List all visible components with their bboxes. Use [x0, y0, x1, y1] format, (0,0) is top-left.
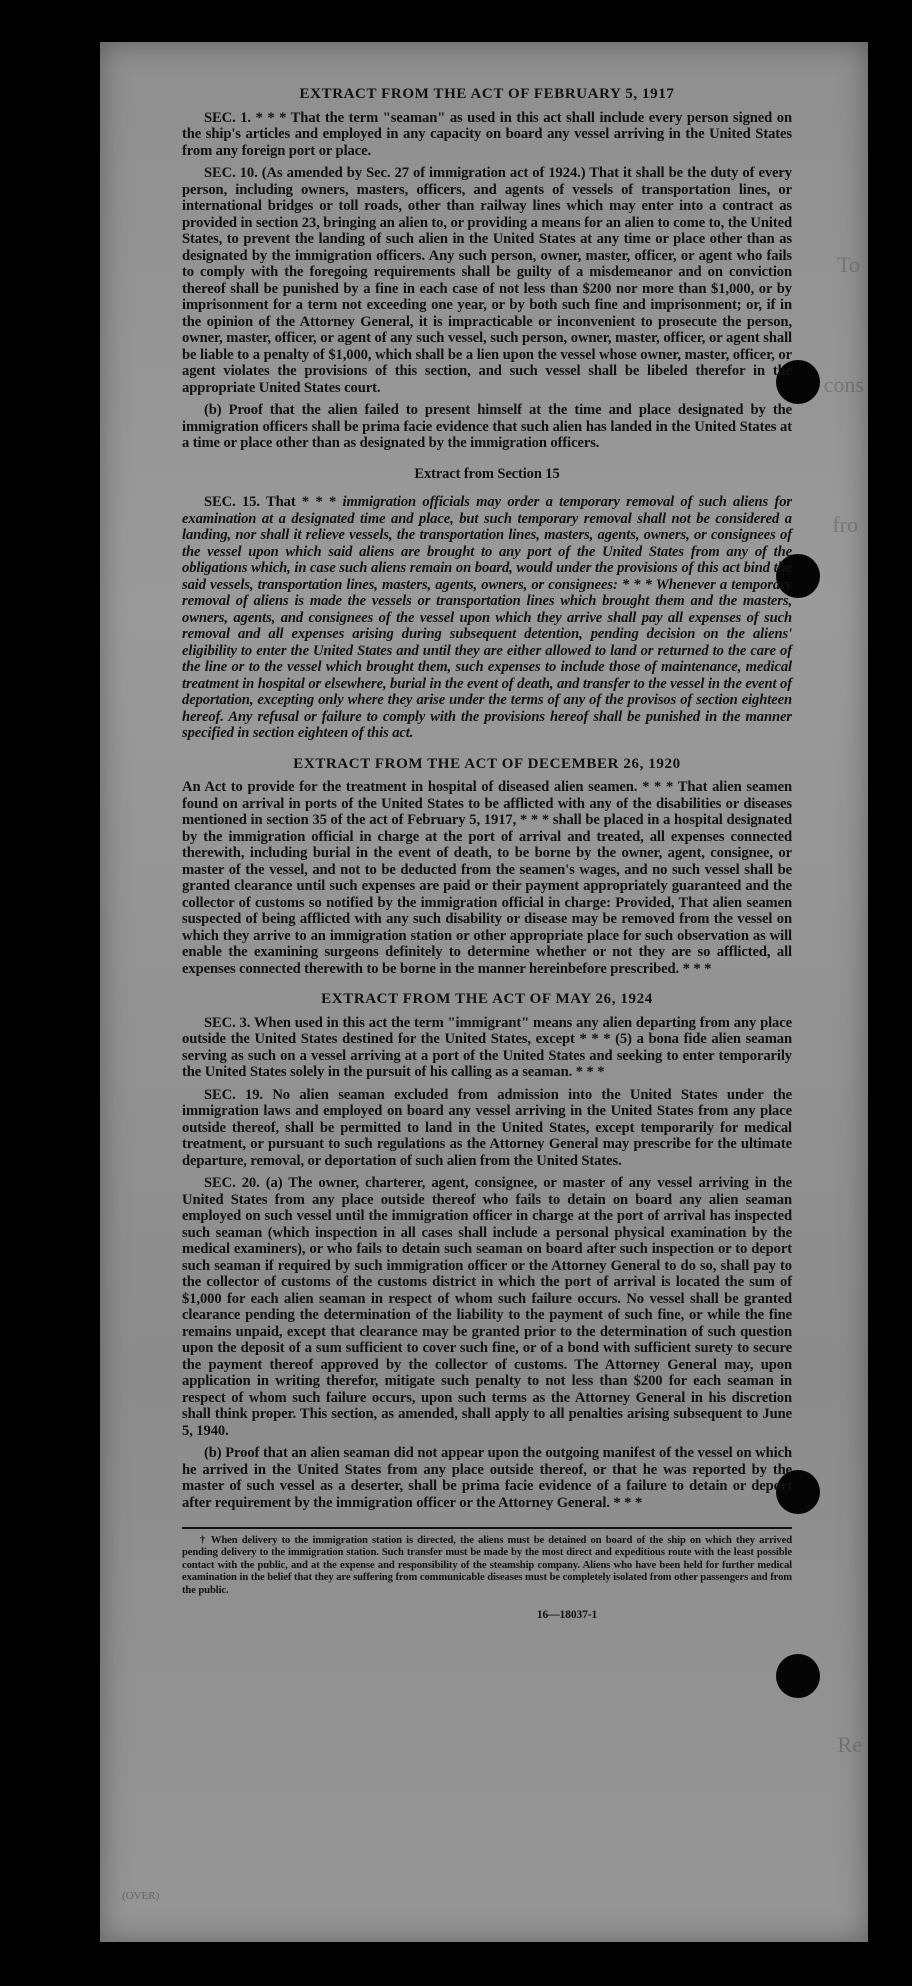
sec-1-text: SEC. 1. * * * That the term "seaman" as used in this act shall include every person signed on the ship's articles and employed in any capacity on board any vessel arriving in the United States from any foreign port or place.: [182, 109, 792, 159]
bleed-through-mark: To: [837, 252, 860, 277]
bleed-through-mark: Re: [837, 1732, 862, 1757]
bleed-through-mark: cons: [823, 372, 864, 397]
sec-15-italic: immigration officials may order a temporary removal of such aliens for examination at a designated time and place, but such temporary removal shall not be considered a landing, nor shall it relieve vessels, the transportation lines, masters, agents, owners, or consignees of the vessel upon which said aliens are brought to any port of the United States from any of the obligations which, in case such aliens remain on board, would under the provisions of this act bind the said vessels, transportation lines, masters, agents, owners, or consignees: * * * Whenever a temporary removal of aliens is made the vessels or transportation lines which brought them and the masters, owners, agents, and consignees of the vessel upon which they arrive shall pay all expenses of such removal and all expenses arising during subsequent detention, pending decision on the aliens' eligibility to enter the United States and until they are either allowed to land or returned to the care of the line or to the vessel which brought them, such expenses to include those of maintenance, medical treatment in hospital or elsewhere, burial in the event of death, and transfer to the vessel in the event of deportation, excepting only where they arise under the terms of any of the provisos of section eighteen hereof. Any refusal or failure to comply with the provisions hereof shall be punished in the manner specified in section eighteen of this act.: [182, 494, 792, 741]
sec-15-text: [182, 494, 792, 742]
document-page: [100, 42, 868, 1942]
form-number: 16—18037-1: [536, 1609, 598, 1622]
bleed-through-mark: fro: [832, 512, 858, 537]
footnote: † When delivery to the immigration station is directed, the aliens must be detained on board of the ship on which they arrived pending delivery to the immigration station. Such transfer must be made by the most direct and expeditious route with the least possible contact with the public, and at the expense and responsibility of the steamship company. Aliens who have been held for further medical examination in the belief that they are suffering from communicable diseases must be completely isolated from other passengers and from the public.: [182, 1535, 792, 1596]
sec-10b-text: (b) Proof that the alien failed to present himself at the time and place designated by the immigration officers shall be prima facie evidence that such alien has landed in the United States at a time or place other than as designated by the immigration officers.: [182, 402, 792, 451]
footnote-divider: [182, 1527, 792, 1529]
sec-3-text: SEC. 3. When used in this act the term "immigrant" means any alien departing from any place outside the United States destined for the United States, except * * * (5) a bona fide alien seaman serving as such on a vessel arriving at a port of the United States and seeking to enter temporarily the United States solely in the pursuit of his calling as a seaman. * * *: [182, 1014, 792, 1080]
sec-10-text: SEC. 10. (As amended by Sec. 27 of immigration act of 1924.) That it shall be the duty of every person, including owners, masters, officers, and agents of vessels of transportation lines, or international bridges or toll roads, other than railway lines which may enter into a contract as provided in section 23, bringing an alien to, or providing a means for an alien to come to, the United States, to prevent the landing of such alien in the United States at any time or place other than as designated by the immigration officers. Any such person, owner, master, officer, or agent who fails to comply with the foregoing requirements shall be guilty of a misdemeanor and on conviction thereof shall be punished by a fine in each case of not less than $200 nor more than $1,000, or by imprisonment for a term not exceeding one year, or by both such fine and imprisonment; or, if in the opinion of the Attorney General, it is impracticable or inconvenient to prosecute the person, owner, master, officer, or agent of any such vessel, such person, owner, master, officer, or agent shall be liable to a penalty of $1,000, which shall be a lien upon the vessel whose owner, master, officer, or agent violates the provisions of this section, and such vessel shall be libeled therefor in the appropriate United States court.: [182, 165, 792, 396]
bottom-mark: (OVER): [122, 1890, 160, 1902]
sec-15-lead: SEC. 15. That * * *: [204, 494, 337, 510]
heading-1920: EXTRACT FROM THE ACT OF DECEMBER 26, 1920: [293, 755, 681, 772]
punch-hole: [776, 1654, 820, 1698]
heading-1917: EXTRACT FROM THE ACT OF FEBRUARY 5, 1917: [299, 86, 675, 102]
heading-section-15: Extract from Section 15: [414, 465, 560, 482]
act-1920-text: An Act to provide for the treatment in hospital of diseased alien seamen. * * * That alien seamen found on arrival in ports of the United States to be afflicted with any of the disabilities or diseases mentioned in section 35 of the act of February 5, 1917, * * * shall be placed in a hospital designated by the immigration official in charge at the port of arrival and treated, all expenses connected therewith, including burial in the event of death, to be borne by the owner, agent, consignee, or master of the vessel, and not to be deducted from the seamen's wages, and no such vessel shall be granted clearance until such expenses are paid or their payment appropriately guaranteed and the collector of customs so notified by the immigration official in charge: Provided, That alien seamen suspected of being afflicted with any such disability or disease may be removed from the vessel on which they arrive to an immigration station or other appropriate place for such observation as will enable the examining surgeons definitely to determine whether or not they are so afflicted, all expenses connected therewith to be borne in the manner hereinbefore prescribed. * * *: [182, 779, 792, 977]
sec-20-text: SEC. 20. (a) The owner, charterer, agent, consignee, or master of any vessel arriving in the United States from any place outside thereof who fails to detain on board any alien seaman employed on such vessel until the immigration officer in charge at the port of arrival has inspected such seaman (which inspection in all cases shall include a personal physical examination by the medical examiners), or who fails to detain such seaman on board after such inspection or to deport such seaman if required by such immigration officer or the Attorney General to do so, shall pay to the collector of customs of the customs district in which the port of arrival is located the sum of $1,000 for each alien seaman in respect of whom such failure occurs. No vessel shall be granted clearance pending the determination of the liability to the payment of such fine, or while the fine remains unpaid, except that clearance may be granted prior to the determination of such question upon the deposit of a sum sufficient to cover such fine, or of a bond with sufficient surety to secure the payment thereof approved by the collector of customs. The Attorney General may, upon application in writing therefor, mitigate such penalty to not less than $200 for each seaman in respect of whom such failure occurs, upon such terms as the Attorney General in his discretion shall think proper. This section, as amended, shall apply to all penalties arising subsequent to June 5, 1940.: [182, 1175, 792, 1439]
heading-1924: EXTRACT FROM THE ACT OF MAY 26, 1924: [321, 991, 653, 1007]
sec-19-text: SEC. 19. No alien seaman excluded from admission into the United States under the immigration laws and employed on board any vessel arriving in the United States from any place outside thereof, shall be permitted to land in the United States, except temporarily for medical treatment, or pursuant to such regulations as the Attorney General may prescribe for the ultimate departure, removal, or deportation of such alien from the United States.: [182, 1086, 792, 1169]
document-body: [182, 86, 792, 1624]
sec-20b-text: (b) Proof that an alien seaman did not appear upon the outgoing manifest of the vessel on which he arrived in the United States from any place outside thereof, or that he was reported by the master of such vessel as a deserter, shall be prima facie evidence of a failure to detain or deport after requirement by the immigration officer or the Attorney General. * * *: [182, 1445, 792, 1511]
